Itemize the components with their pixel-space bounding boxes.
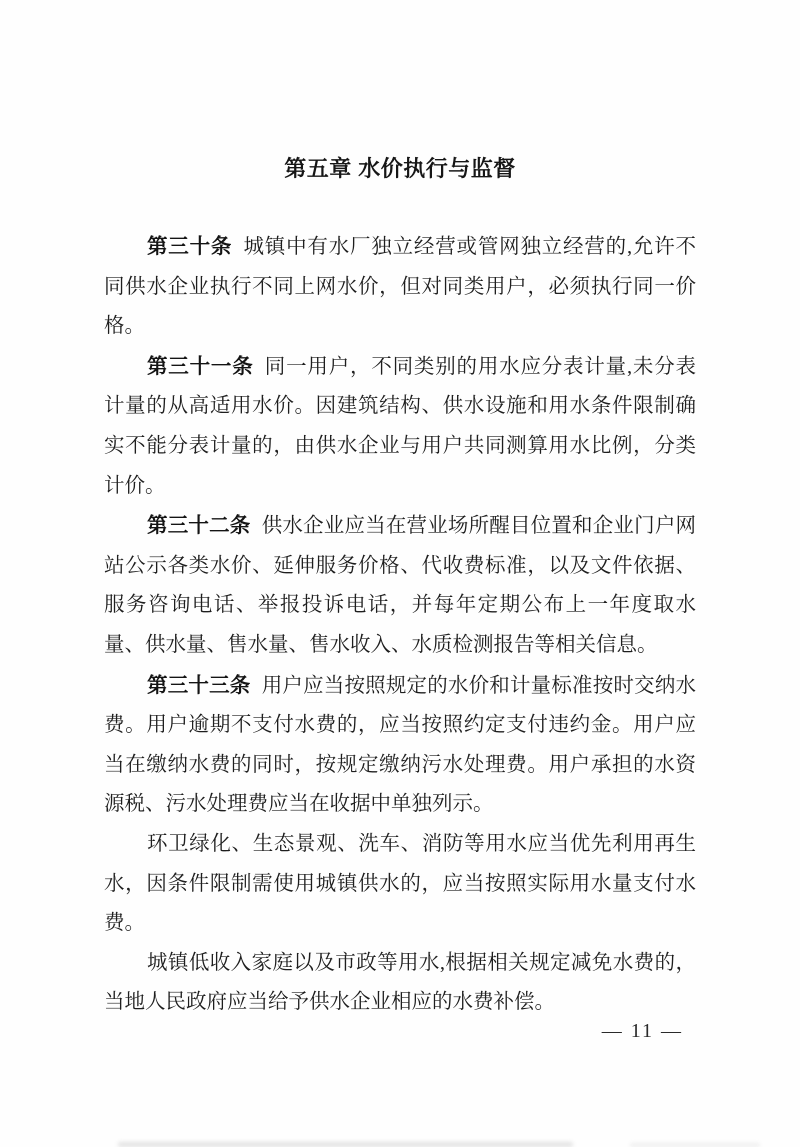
paragraph-article-32 xyxy=(104,506,696,665)
document-body xyxy=(104,227,696,1023)
paragraph-article-33 xyxy=(104,666,696,825)
chapter-title: 第五章 水价执行与监督 xyxy=(284,156,516,181)
article-32-number: 第三十二条 xyxy=(147,514,251,538)
paragraph-fee-compensation xyxy=(104,944,696,1023)
article-33-text: 用户应当按照规定的水价和计量标准按时交纳水费。用户逾期不支付水费的，应当按照约定支付违约金。用户应当在缴纳水费的同时，按规定缴纳污水处理费。用户承担的水资源税、污水处理费应当在收据中单独列示。 xyxy=(104,674,697,816)
paragraph-reclaimed-water xyxy=(104,825,696,944)
paragraph-article-30 xyxy=(104,227,696,347)
article-30-number: 第三十条 xyxy=(147,235,233,258)
article-32-text: 供水企业应当在营业场所醒目位置和企业门户网站公示各类水价、延伸服务价格、代收费标准，以及文件依据、服务咨询电话、举报投诉电话，并每年定期公布上一年度取水量、供水量、售水量、售水收入、水质检测报告等相关信息。 xyxy=(104,515,697,656)
page-number: — 11 — xyxy=(601,1020,683,1042)
scan-bleedthrough-artifact xyxy=(118,1142,573,1147)
article-33-number: 第三十三条 xyxy=(147,673,251,697)
article-30-text: 城镇中有水厂独立经营或管网独立经营的,允许不同供水企业执行不同上网水价，但对同类用户，必须执行同一价格。 xyxy=(104,236,696,338)
paragraph-article-31 xyxy=(104,347,696,506)
scan-bleedthrough-artifact-right xyxy=(630,1143,760,1147)
article-31-text: 同一用户，不同类别的用水应分表计量,未分表计量的从高适用水价。因建筑结构、供水设施和用水条件限制确实不能分表计量的，由供水企业与用户共同测算用水比例，分类计价。 xyxy=(104,355,697,497)
article-31-number: 第三十一条 xyxy=(147,354,254,378)
paragraph-fee-compensation-text: 城镇低收入家庭以及市政等用水,根据相关规定减免水费的，当地人民政府应当给予供水企业相应的水费补偿。 xyxy=(104,951,696,1014)
paragraph-reclaimed-water-text: 环卫绿化、生态景观、洗车、消防等用水应当优先利用再生水，因条件限制需使用城镇供水的，应当按照实际用水量支付水费。 xyxy=(104,832,696,935)
